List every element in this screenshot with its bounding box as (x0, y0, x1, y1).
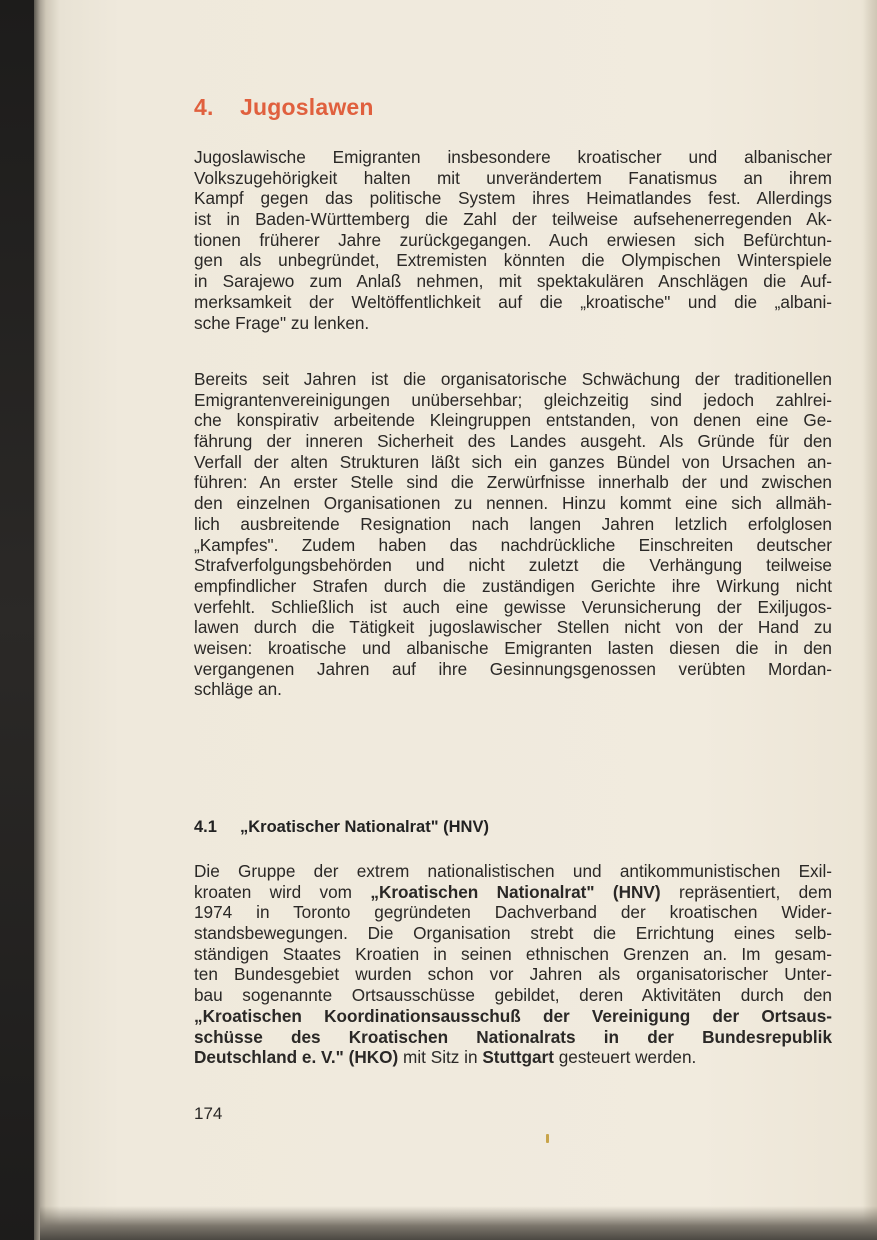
text-run: repräsentiert, dem (660, 881, 833, 902)
text-line: vergangenen Jahren auf ihre Gesinnungsgenossen verübten Mordan- (194, 658, 832, 679)
text-line: weisen: kroatische und albanische Emigranten lasten diesen die in den (194, 637, 832, 658)
text-line: merksamkeit der Weltöffentlichkeit auf die „kroatische" und die „albani- (194, 291, 832, 312)
text-line-bold: „Kroatischen Koordinationsausschuß der Vereinigung der Ortsaus- (194, 1005, 832, 1026)
paragraph-hnv (194, 861, 832, 1068)
text-line: empfindlicher Strafen durch die zuständigen Gerichte ihre Wirkung nicht (194, 575, 832, 596)
text-line: Volkszugehörigkeit halten mit unverändertem Fanatismus an ihrem (194, 167, 832, 188)
emphasis-hko: Deutschland e. V." (HKO) (194, 1047, 399, 1068)
text-line (194, 1047, 832, 1068)
text-line: tionen früherer Jahre zurückgegangen. Auch erwiesen sich Befürchtun- (194, 229, 832, 250)
text-run: mit Sitz in (398, 1047, 483, 1068)
text-line-bold: schüsse des Kroatischen Nationalrats in der Bundesrepublik (194, 1026, 832, 1047)
text-line: Verfall der alten Strukturen läßt sich ein ganzes Bündel von Ursachen an- (194, 451, 832, 472)
text-line: gen als unbegründet, Extremisten könnten die Olympischen Winterspiele (194, 250, 832, 271)
text-line: lich ausbreitende Resignation nach langen Jahren letzlich erfolglosen (194, 513, 832, 534)
text-line (194, 882, 832, 903)
section-heading (194, 818, 489, 837)
paper-speck (546, 1134, 549, 1143)
text-line: Jugoslawische Emigranten insbesondere kroatischer und albanischer (194, 147, 832, 167)
text-line: ten Bundesgebiet wurden schon vor Jahren als organisatorischer Unter- (194, 964, 832, 985)
page-edge (863, 0, 877, 1240)
paragraph-organisation (194, 369, 832, 700)
text-run: kroaten wird vom (194, 881, 371, 902)
text-line: ständigen Staates Kroatien in seinen ethnischen Grenzen an. Im gesam- (194, 943, 832, 964)
text-line: standsbewegungen. Die Organisation strebt die Errichtung eines selb- (194, 923, 832, 944)
text-line: lawen durch die Tätigkeit jugoslawischer Stellen nicht von der Hand zu (194, 617, 832, 638)
text-line: Strafverfolgungsbehörden und nicht zuletzt die Verhängung teilweise (194, 555, 832, 576)
text-line: „Kampfes". Zudem haben das nachdrückliche Einschreiten deutscher (194, 534, 832, 555)
text-line: Kampf gegen das politische System ihres Heimatlandes fest. Allerdings (194, 188, 832, 209)
text-line: 1974 in Toronto gegründeten Dachverband der kroatischen Wider- (194, 902, 832, 923)
chapter-heading (194, 94, 374, 121)
text-line: Die Gruppe der extrem nationalistischen und antikommunistischen Exil- (194, 861, 832, 881)
text-line: Emigrantenvereinigungen unübersehbar; gleichzeitig sind jedoch zahlrei- (194, 389, 832, 410)
chapter-title: Jugoslawen (240, 94, 374, 120)
book-spine-shadow (0, 0, 34, 1240)
page-number: 174 (194, 1104, 223, 1123)
paragraph-intro (194, 147, 832, 333)
section-number: 4.1 (194, 818, 217, 836)
emphasis-stuttgart: Stuttgart (482, 1047, 554, 1068)
emphasis-hnv: „Kroatischen Nationalrat" (HNV) (370, 881, 661, 902)
text-line: schläge an. (194, 679, 282, 700)
chapter-number: 4. (194, 94, 214, 120)
text-line: che konspirativ arbeitende Kleingruppen entstanden, von denen eine Ge- (194, 410, 832, 431)
text-line: in Sarajewo zum Anlaß nehmen, mit spektakulären Anschlägen die Auf- (194, 271, 832, 292)
text-line: fährung der inneren Sicherheit des Landes ausgeht. Als Gründe für den (194, 431, 832, 452)
text-run: gesteuert werden. (553, 1047, 697, 1068)
section-title: „Kroatischer Nationalrat" (HNV) (240, 818, 489, 836)
text-line: bau sogenannte Ortsausschüsse gebildet, deren Aktivitäten durch den (194, 985, 832, 1006)
text-line: den einzelnen Organisationen zu nennen. Hinzu kommt eine sich allmäh- (194, 493, 832, 514)
text-line: sche Frage" zu lenken. (194, 312, 370, 333)
page-bottom-edge (40, 1206, 877, 1240)
text-line: ist in Baden-Württemberg die Zahl der teilweise aufsehenerregenden Ak- (194, 209, 832, 230)
text-line: führen: An erster Stelle sind die Zerwürfnisse innerhalb der und zwischen (194, 472, 832, 493)
text-line: verfehlt. Schließlich ist auch eine gewisse Verunsicherung der Exiljugos- (194, 596, 832, 617)
text-line: Bereits seit Jahren ist die organisatorische Schwächung der traditionellen (194, 369, 832, 389)
